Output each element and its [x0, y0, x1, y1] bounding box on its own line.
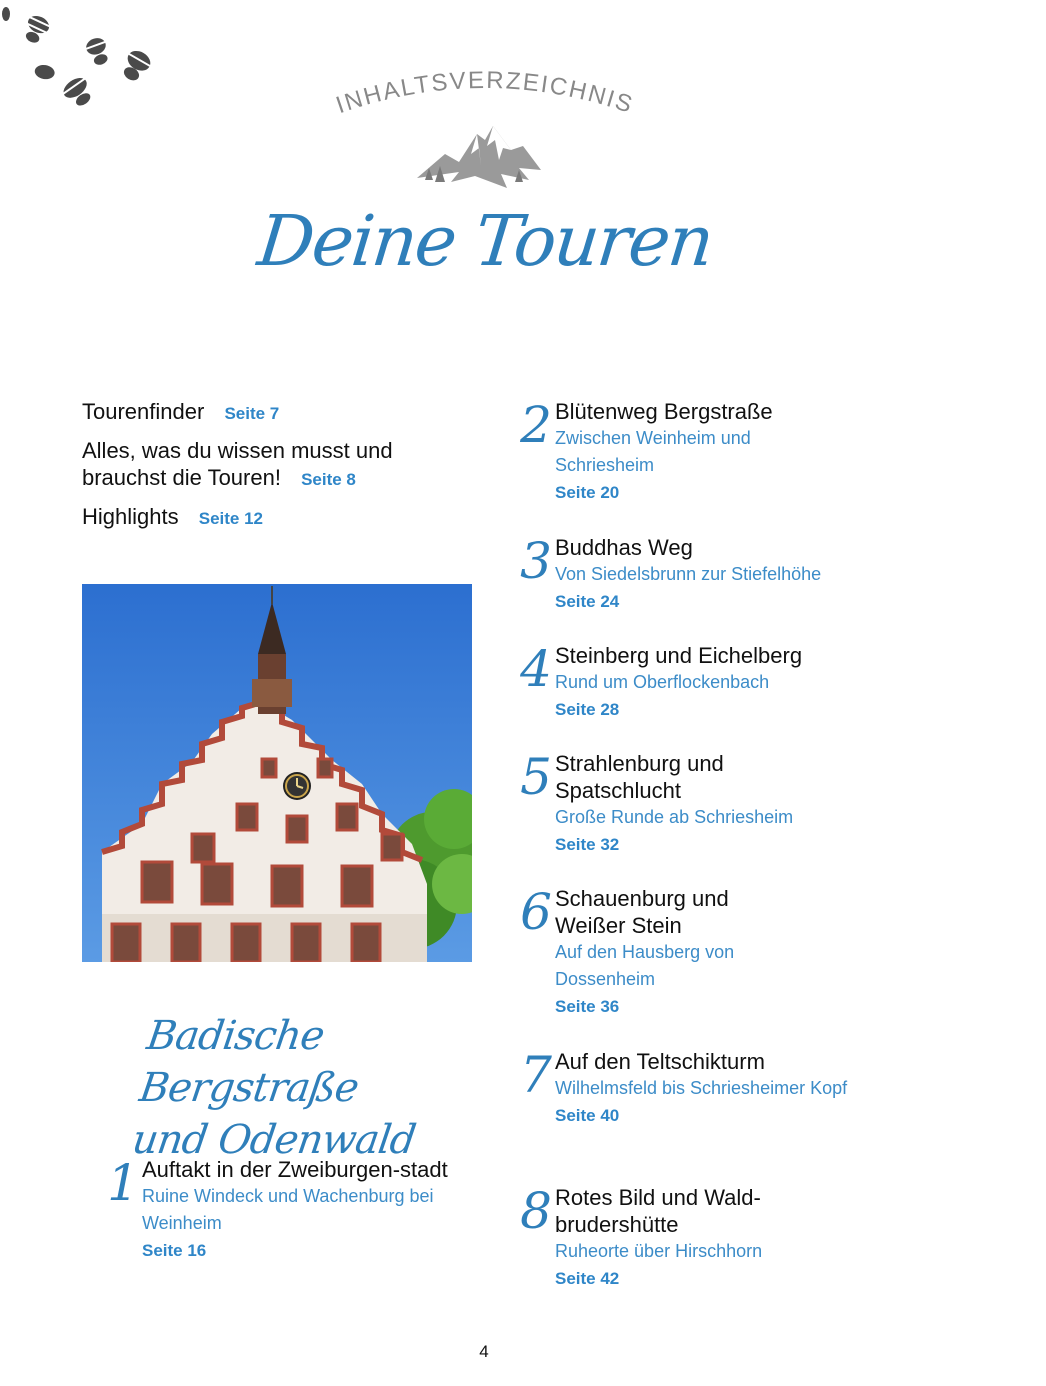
page-number: 4 [479, 1342, 489, 1361]
footprints-icon [0, 0, 170, 115]
tour-item-5[interactable] [520, 748, 795, 858]
tour-item-7[interactable] [520, 1046, 855, 1129]
tour-item-4[interactable] [520, 640, 885, 723]
tour-page: Seite 36 [555, 997, 620, 1016]
tour-page: Seite 42 [555, 1269, 620, 1288]
tour-page: Seite 20 [555, 483, 620, 502]
tour-item-3[interactable] [520, 532, 885, 615]
tour-page: Seite 32 [555, 835, 620, 854]
intro-page: Seite 7 [224, 404, 280, 423]
tour-number: 3 [520, 532, 552, 590]
intro-page: Seite 8 [301, 470, 356, 489]
tour-page: Seite 28 [555, 700, 620, 719]
page-title: Deine Touren [254, 200, 716, 282]
tour-subtitle: Zwischen Weinheim und Schriesheim [555, 428, 751, 475]
header-kicker [330, 62, 640, 122]
tour-subtitle: Auf den Hausberg von Dossenheim [555, 942, 735, 989]
intro-label: Alles, was du wissen musst und brauchst die Touren! [82, 438, 393, 490]
intro-item-tourenfinder[interactable] [82, 398, 482, 427]
intro-item-highlights[interactable] [82, 503, 482, 532]
intro-item-wissen[interactable] [82, 437, 482, 493]
tour-subtitle: Ruine Windeck und Wachenburg bei Weinheim [142, 1186, 434, 1233]
tour-subtitle: Rund um Oberflockenbach [555, 672, 770, 692]
tour-item-1[interactable] [107, 1154, 472, 1264]
tour-subtitle: Wilhelmsfeld bis Schriesheimer Kopf [555, 1078, 848, 1098]
tour-number: 4 [520, 640, 552, 698]
tour-page: Seite 16 [142, 1241, 207, 1260]
tour-title: Strahlenburg und Spatschlucht [555, 751, 724, 803]
intro-list [82, 398, 482, 542]
tour-title: Auf den Teltschikturm [555, 1049, 765, 1074]
tour-title: Blütenweg Bergstraße [555, 399, 773, 424]
tour-page: Seite 24 [555, 592, 620, 611]
tour-subtitle: Von Siedelsbrunn zur Stiefelhöhe [555, 564, 822, 584]
tour-subtitle: Ruheorte über Hirschhorn [555, 1241, 763, 1261]
svg-text:INHALTSVERZEICHNIS: INHALTSVERZEICHNIS [332, 66, 638, 120]
intro-label: Tourenfinder [82, 399, 205, 424]
town-hall-photo [82, 584, 472, 962]
tour-number: 1 [107, 1154, 139, 1212]
mountain-icon [415, 120, 543, 190]
intro-label: Highlights [82, 504, 179, 529]
tour-page: Seite 40 [555, 1106, 620, 1125]
section-title-line2: und Odenwald [129, 1117, 419, 1163]
tour-title: Rotes Bild und Wald-brudershütte [555, 1185, 761, 1237]
tour-item-8[interactable] [520, 1182, 815, 1292]
tour-item-2[interactable] [520, 396, 875, 506]
tour-number: 5 [520, 748, 552, 806]
tour-number: 7 [520, 1046, 552, 1104]
section-title [129, 1010, 481, 1166]
tour-number: 2 [520, 396, 552, 454]
tour-subtitle: Große Runde ab Schriesheim [555, 807, 794, 827]
tour-title: Auftakt in der Zweiburgen-stadt [142, 1157, 448, 1182]
tour-title: Schauenburg und Weißer Stein [555, 886, 729, 938]
tour-number: 6 [520, 883, 552, 941]
tour-title: Steinberg und Eichelberg [555, 643, 803, 668]
intro-page: Seite 12 [198, 509, 263, 528]
section-title-line1: Badische Bergstraße [136, 1013, 361, 1111]
tour-item-6[interactable] [520, 883, 785, 1020]
tour-number: 8 [520, 1182, 552, 1240]
tour-title: Buddhas Weg [555, 535, 693, 560]
